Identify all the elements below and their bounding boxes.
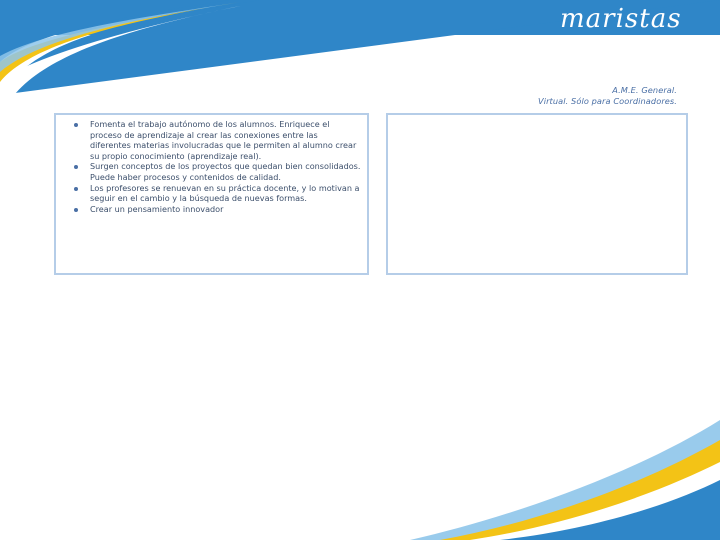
subtitle-line-1: A.M.E. General. xyxy=(612,85,677,95)
bullet-text: Crear un pensamiento innovador xyxy=(90,203,224,214)
subtitle-line-2: Virtual. Sólo para Coordinadores. xyxy=(538,96,677,106)
svg-text:maristas: maristas xyxy=(560,4,682,34)
bullet-text: Fomenta el trabajo autónomo de los alumnos. Enriquece el proceso de aprendizaje al crear las conexiones entre las diferentes materias involucradas que le permiten al alumno crear su propio conocimiento (aprendizaje real). xyxy=(90,119,357,161)
bullet-text: Surgen conceptos de los proyectos que quedan bien consolidados. Puede haber procesos y contenidos de calidad. xyxy=(90,161,361,182)
bullet-text: Los profesores se renuevan en su práctica docente, y lo motivan a seguir en el cambio y la búsqueda de nuevas formas. xyxy=(90,182,360,204)
